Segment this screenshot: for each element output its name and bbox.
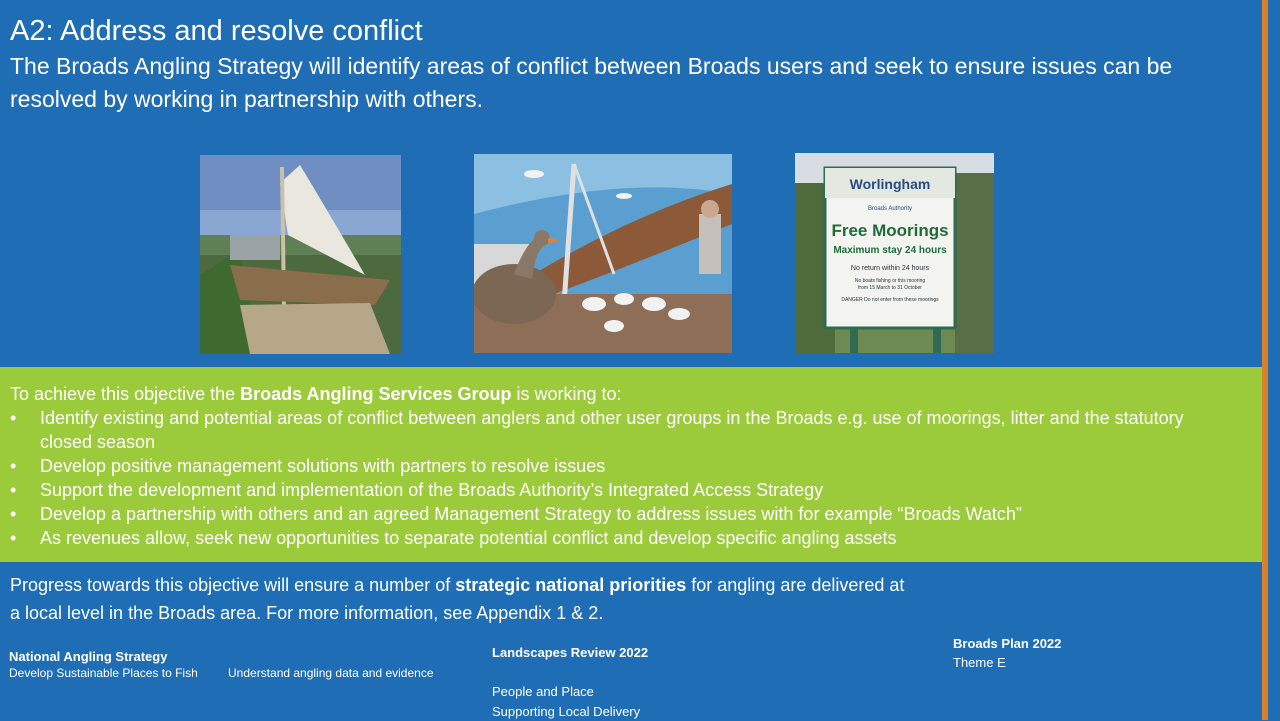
slide-subtitle: The Broads Angling Strategy will identify areas of conflict between Broads users and seek to ensure issues can be resolved by working in partnership with others. — [10, 53, 1173, 112]
slide-title: A2: Address and resolve conflict — [10, 15, 423, 47]
sign-heading: Free Moorings — [831, 221, 949, 240]
sign-line4: from 15 March to 31 October — [858, 285, 922, 291]
objective-panel — [0, 367, 1262, 562]
group-name: Broads Angling Services Group — [240, 384, 512, 404]
priorities-emphasis: strategic national priorities — [455, 575, 687, 595]
objective-intro: To achieve this objective the Broads Angling Services Group is working to: — [10, 384, 622, 404]
list-item: • As revenues allow, seek new opportunities to separate potential conflict and develop specific angling assets — [10, 526, 1230, 550]
list-item: • Develop positive management solutions with partners to resolve issues — [10, 454, 1230, 478]
moorings-sign-photo — [795, 153, 994, 353]
sign-line5: DANGER Do not enter from these moorings — [841, 297, 939, 303]
geese-and-bridge-photo — [474, 154, 732, 353]
bp-title: Broads Plan 2022 — [953, 636, 1062, 651]
sign-sub: Broads Authority — [867, 206, 913, 212]
lr-item-2: Supporting Local Delivery — [492, 704, 641, 719]
sign-line3: No boats fishing or this mooring — [854, 278, 926, 284]
lr-item-1: People and Place — [492, 684, 594, 699]
edge-stripe — [1268, 0, 1280, 720]
nas-item-2: Understand angling data and evidence — [228, 666, 434, 680]
list-item: • Identify existing and potential areas of conflict between anglers and other user groups in the Broads e.g. use of moorings, litter and the statutory closed season — [10, 406, 1230, 454]
sailboat-photo — [200, 155, 401, 354]
nas-title: National Angling Strategy — [9, 649, 168, 664]
list-item: • Support the development and implementation of the Broads Authority’s Integrated Access Strategy — [10, 478, 1230, 502]
sign-line1: Maximum stay 24 hours — [833, 245, 947, 256]
objective-list — [10, 406, 1230, 550]
bp-item-1: Theme E — [953, 655, 1006, 670]
sign-title: Worlingham — [849, 176, 931, 192]
sign-line2: No return within 24 hours — [850, 265, 930, 272]
progress-text: Progress towards this objective will ensure a number of strategic national priorities for angling are delivered at a local level in the Broads area. For more information, see Appendix 1 & 2. — [10, 575, 905, 623]
list-item: • Develop a partnership with others and an agreed Management Strategy to address issues with for example “Broads Watch” — [10, 502, 1230, 526]
lr-title: Landscapes Review 2022 — [492, 645, 649, 660]
nas-item-1: Develop Sustainable Places to Fish — [9, 666, 198, 680]
